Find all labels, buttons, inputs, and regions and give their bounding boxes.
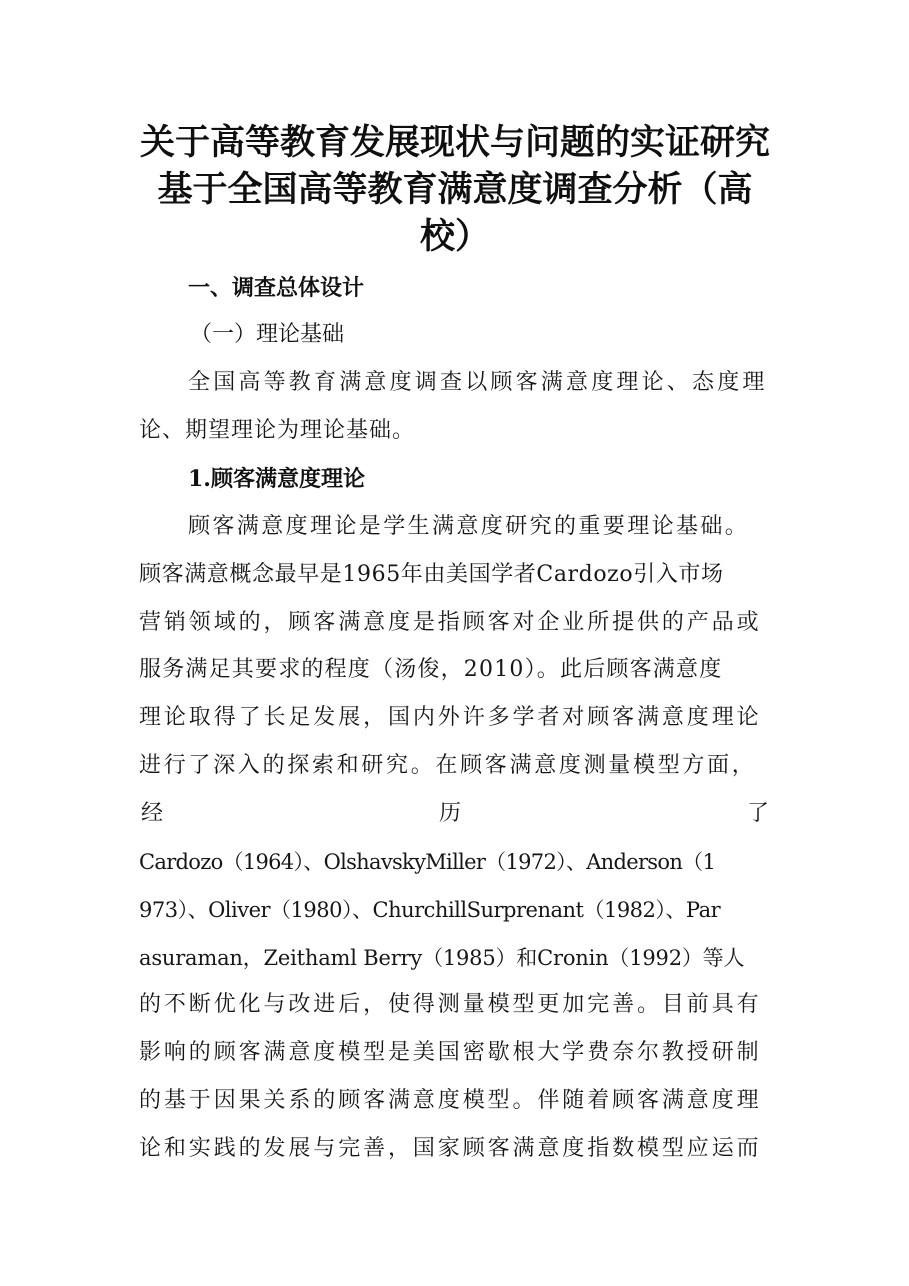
body-line-10: 的不断优化与改进后，使得测量模型更加完善。目前具有	[139, 992, 762, 1017]
body-line-3: 营销领域的，顾客满意度是指顾客对企业所提供的产品或	[139, 610, 762, 635]
intro-paragraph-text-1: 全国高等教育满意度调查以顾客满意度理论、态度理	[188, 370, 768, 395]
body-line-6: 进行了深入的探索和研究。在顾客满意度测量模型方面，	[139, 753, 757, 778]
spread-word-3: 了	[746, 801, 769, 826]
item-heading: 1.顾客满意度理论	[188, 466, 365, 492]
spread-word-1: 经	[141, 801, 164, 826]
document-title-line-3: 校）	[419, 217, 490, 257]
spread-word-2: 历	[438, 801, 461, 826]
body-line-9: asuraman，Zeithaml Berry（1985）和Cronin（1992）等人	[139, 946, 745, 970]
body-line-13: 论和实践的发展与完善，国家顾客满意度指数模型应运而	[139, 1136, 762, 1161]
spread-line	[139, 797, 769, 831]
body-line-11: 影响的顾客满意度模型是美国密歇根大学费奈尔教授研制	[139, 1040, 762, 1065]
body-line-1: 顾客满意度理论是学生满意度研究的重要理论基础。	[188, 514, 750, 539]
document-title-line-1: 关于高等教育发展现状与问题的实证研究	[139, 123, 770, 163]
intro-paragraph-line-2: 论、期望理论为理论基础。	[139, 418, 416, 443]
body-line-7: Cardozo（1964）、OlshavskyMiller（1972）、Anderson（1	[139, 850, 716, 874]
document-title-line-2: 基于全国高等教育满意度调查分析（高	[157, 170, 753, 210]
body-line-8: 973）、Oliver（1980）、ChurchillSurprenant（1982）、Par	[139, 898, 721, 922]
subsection-heading: （一）理论基础	[190, 322, 345, 347]
section-heading: 一、调查总体设计	[188, 276, 365, 301]
body-line-5: 理论取得了长足发展，国内外许多学者对顾客满意度理论	[139, 705, 762, 730]
body-line-4: 服务满足其要求的程度（汤俊，2010）。此后顾客满意度	[139, 657, 723, 682]
intro-paragraph-line-1	[139, 366, 769, 400]
body-line-2: 顾客满意概念最早是1965年由美国学者Cardozo引入市场	[139, 562, 724, 587]
body-line-12: 的基于因果关系的顾客满意度模型。伴随着顾客满意度理	[139, 1088, 762, 1113]
